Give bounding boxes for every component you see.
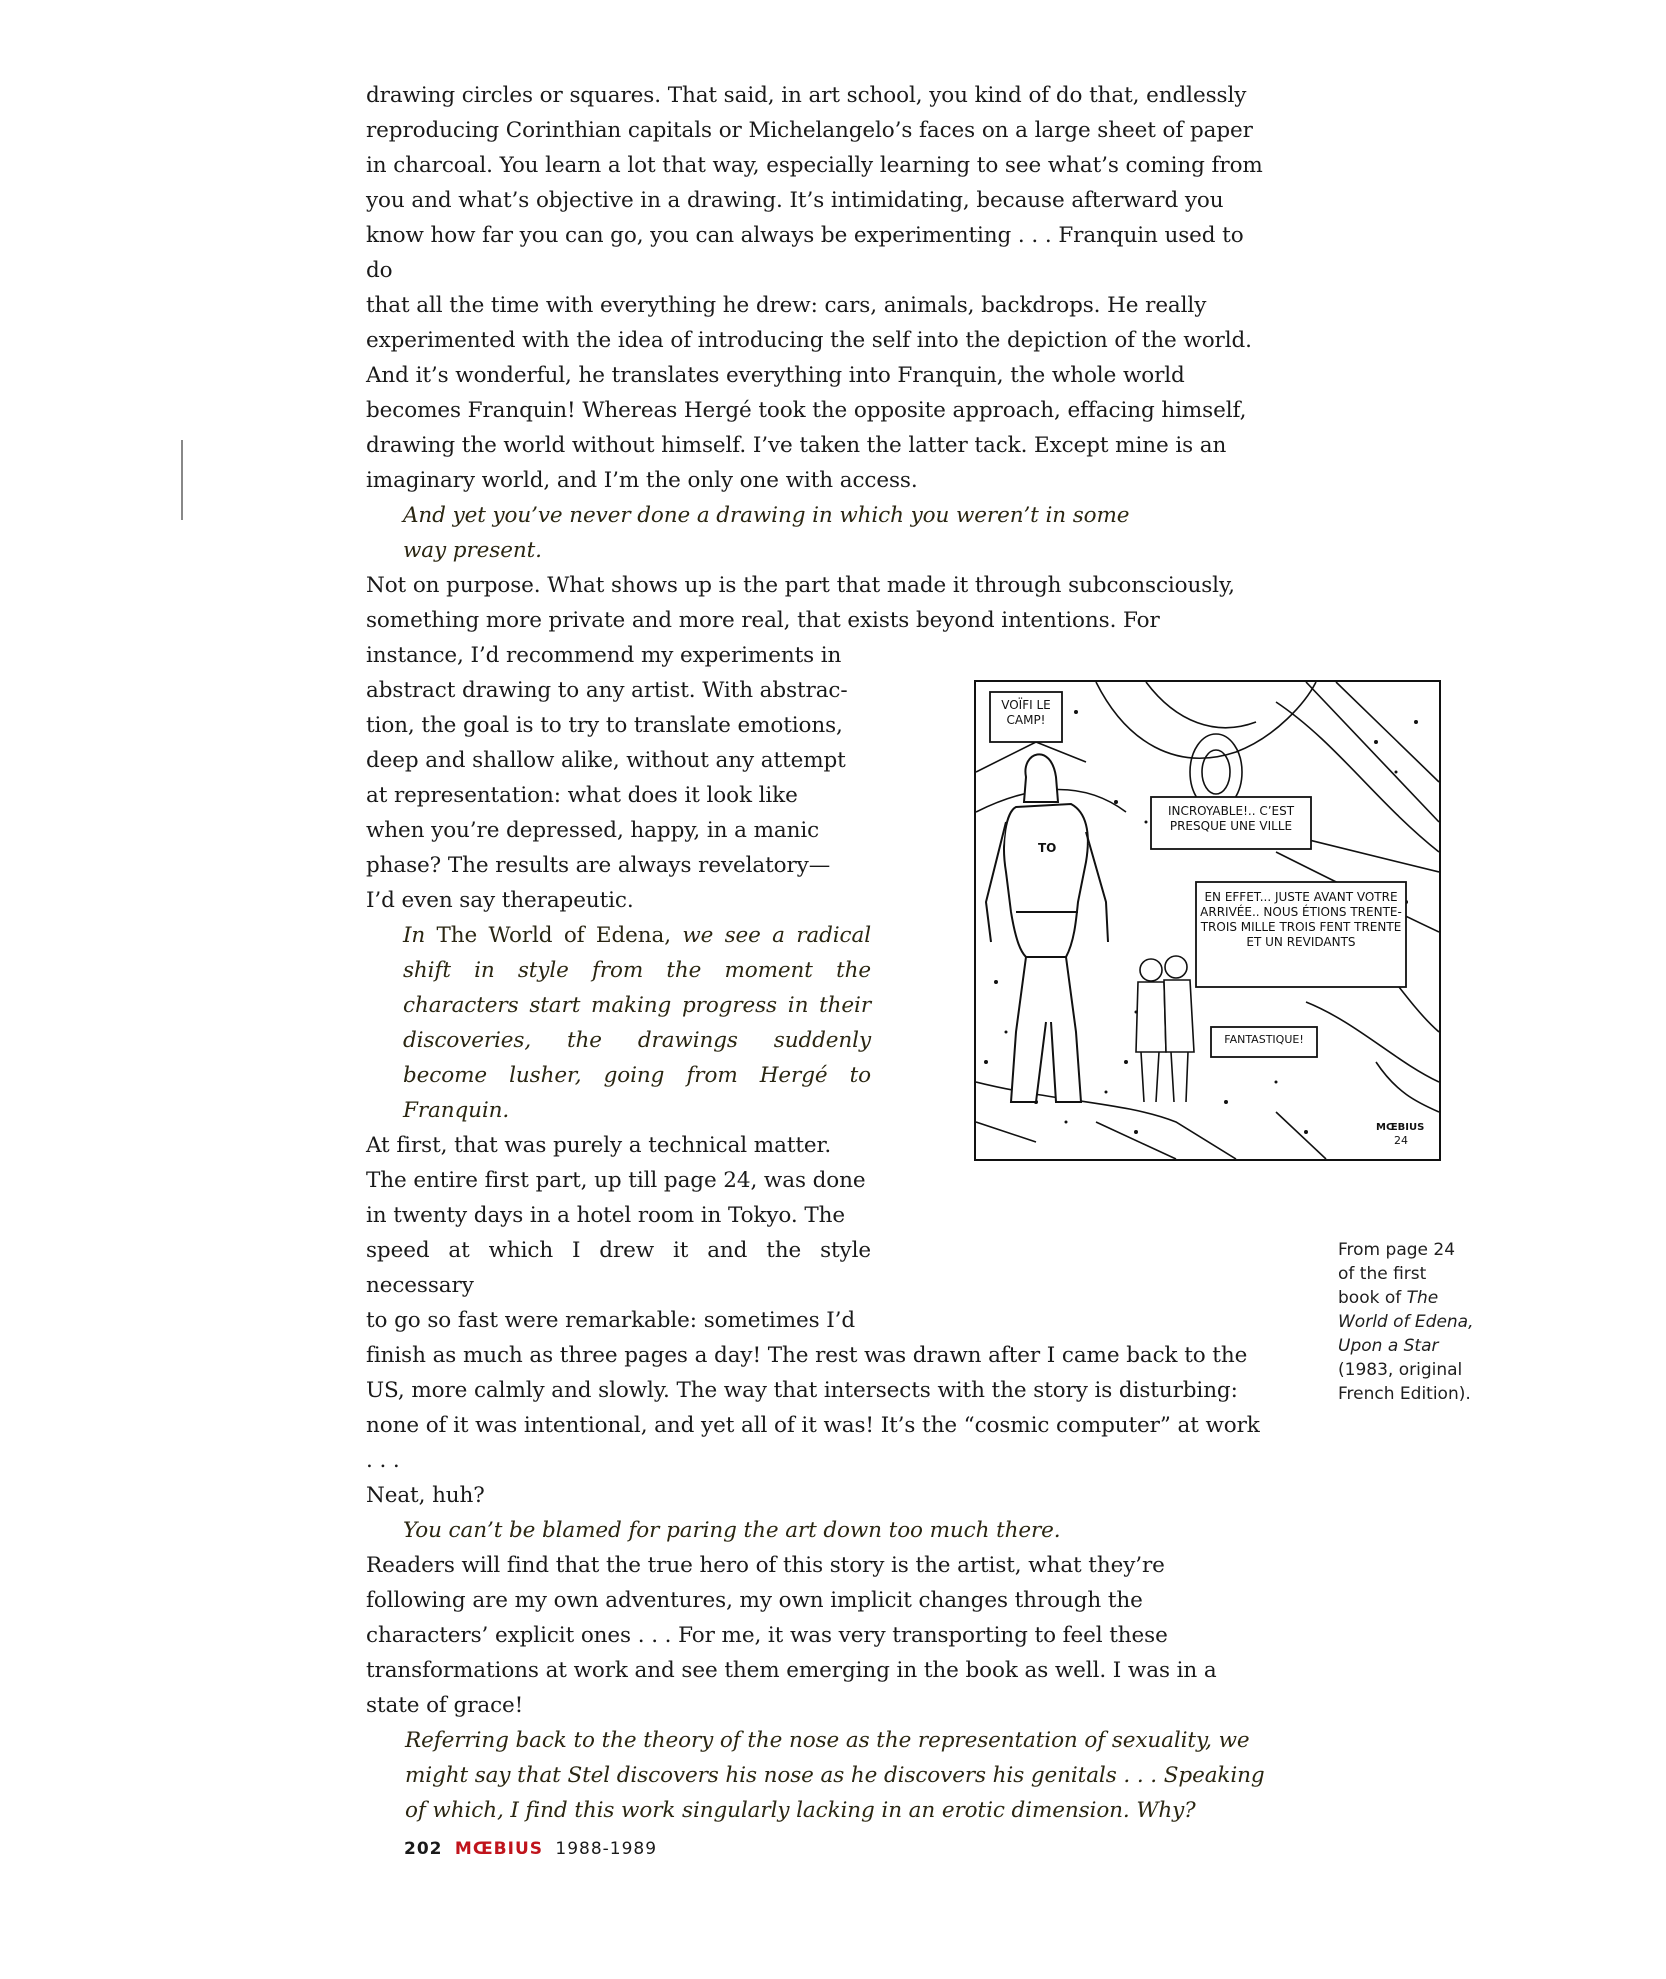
figure-caption: [1338, 1238, 1508, 1406]
caption-title: Upon a Star: [1338, 1336, 1439, 1356]
text-line: At first, that was purely a technical matter.: [366, 1133, 832, 1158]
text-line: reproducing Corinthian capitals or Michelangelo’s faces on a large sheet of paper: [366, 118, 1253, 143]
text-line: know how far you can go, you can always be experimenting . . . Franquin used to do: [366, 223, 1244, 283]
narrow-column: [366, 638, 871, 918]
caption-line: French Edition).: [1338, 1384, 1471, 1404]
comic-illustration: [976, 682, 1439, 1159]
page-footer: [404, 1839, 657, 1859]
text-line: experimented with the idea of introducing the self into the depiction of the world.: [366, 328, 1252, 353]
margin-mark: [181, 440, 183, 520]
page-number: 202: [404, 1839, 443, 1859]
text-line: I’d even say therapeutic.: [366, 888, 634, 913]
speech-bubble: FANTASTIQUE!: [1224, 1033, 1304, 1046]
caption-line: [1338, 1310, 1508, 1334]
caption-title: World of Edena,: [1338, 1312, 1474, 1332]
question-text: we see a radical shift in style from the moment the characters start making progress in their discoveries, the drawings suddenly become lusher, going from Hergé to Franquin.: [403, 923, 871, 1123]
text-line: abstract drawing to any artist. With abstrac-: [366, 678, 848, 703]
text-line: at representation: what does it look like: [366, 783, 798, 808]
text-line: in charcoal. You learn a lot that way, especially learning to see what’s coming from: [366, 153, 1263, 178]
speech-bubble: INCROYABLE!.. C’EST PRESQUE UNE VILLE: [1167, 804, 1295, 833]
caption-line: From page 24: [1338, 1240, 1456, 1260]
text-line: finish as much as three pages a day! The rest was drawn after I came back to the: [366, 1343, 1248, 1368]
text-line: to go so fast were remarkable: sometimes I’d: [366, 1308, 856, 1333]
interview-question-line: of which, I find this work singularly lacking in an erotic dimension. Why?: [405, 1798, 1196, 1823]
interview-question-line: And yet you’ve never done a drawing in which you weren’t in some: [403, 503, 1130, 528]
text-line: The entire first part, up till page 24, was done: [366, 1168, 866, 1193]
interview-question-line: You can’t be blamed for paring the art down too much there.: [403, 1518, 1061, 1543]
narrow-column: [366, 1128, 871, 1338]
comic-panel: [974, 680, 1441, 1161]
text-line: when you’re depressed, happy, in a manic: [366, 818, 820, 843]
text-line: phase? The results are always revelatory—: [366, 853, 831, 878]
text-line: tion, the goal is to try to translate emotions,: [366, 713, 843, 738]
text-line: speed at which I drew it and the style necessary: [366, 1238, 871, 1298]
text-line: characters’ explicit ones . . . For me, it was very transporting to feel these: [366, 1623, 1168, 1648]
interview-question: [366, 918, 871, 1128]
text-line: And it’s wonderful, he translates everything into Franquin, the whole world: [366, 363, 1185, 388]
narrow-column: [366, 918, 871, 1128]
artist-signature: MŒBIUS: [1376, 1122, 1425, 1133]
text-line: you and what’s objective in a drawing. It’s intimidating, because afterward you: [366, 188, 1224, 213]
caption-line: [1338, 1286, 1508, 1310]
book-brand: MŒBIUS: [454, 1839, 543, 1859]
text-line: becomes Franquin! Whereas Hergé took the opposite approach, effacing himself,: [366, 398, 1247, 423]
text-line: none of it was intentional, and yet all of it was! It’s the “cosmic computer” at work . . .: [366, 1413, 1260, 1473]
caption-text: book of: [1338, 1288, 1407, 1308]
suit-label: TO: [1038, 841, 1057, 855]
text-line: drawing the world without himself. I’ve taken the latter tack. Except mine is an: [366, 433, 1227, 458]
interview-question-line: Referring back to the theory of the nose as the representation of sexuality, we: [405, 1728, 1250, 1753]
text-line: state of grace!: [366, 1693, 524, 1718]
speech-bubble: VOÏFI LE CAMP!: [1001, 698, 1051, 727]
text-line: something more private and more real, that exists beyond intentions. For: [366, 608, 1160, 633]
text-line: in twenty days in a hotel room in Tokyo. The: [366, 1203, 845, 1228]
speech-bubble: EN EFFET... JUSTE AVANT VOTRE ARRIVÉE.. NOUS ÉTIONS TRENTE-TROIS MILLE TROIS FENT TRENTE ET UN REVIDANTS: [1200, 890, 1402, 949]
text-line: Neat, huh?: [366, 1483, 485, 1508]
book-title: The World of Edena,: [436, 923, 671, 948]
text-line: following are my own adventures, my own implicit changes through the: [366, 1588, 1143, 1613]
text-line: imaginary world, and I’m the only one with access.: [366, 468, 918, 493]
text-line: drawing circles or squares. That said, in art school, you kind of do that, endlessly: [366, 83, 1247, 108]
text-line: that all the time with everything he drew: cars, animals, backdrops. He really: [366, 293, 1207, 318]
question-prefix: In: [403, 923, 437, 948]
text-line: Not on purpose. What shows up is the part that made it through subconsciously,: [366, 573, 1235, 598]
caption-line: (1983, original: [1338, 1360, 1463, 1380]
text-line: transformations at work and see them emerging in the book as well. I was in a: [366, 1658, 1217, 1683]
chapter-years: 1988-1989: [555, 1839, 658, 1859]
caption-title: The: [1406, 1288, 1439, 1308]
interview-question-line: way present.: [403, 538, 542, 563]
text-line: Readers will find that the true hero of this story is the artist, what they’re: [366, 1553, 1165, 1578]
text-line: US, more calmly and slowly. The way that intersects with the story is disturbing:: [366, 1378, 1238, 1403]
text-line: instance, I’d recommend my experiments in: [366, 643, 842, 668]
interview-question-line: might say that Stel discovers his nose as he discovers his genitals . . . Speaking: [405, 1763, 1265, 1788]
text-line: deep and shallow alike, without any attempt: [366, 748, 846, 773]
caption-line: of the first: [1338, 1264, 1427, 1284]
signature-page-number: 24: [1394, 1134, 1408, 1147]
caption-line: [1338, 1334, 1508, 1358]
